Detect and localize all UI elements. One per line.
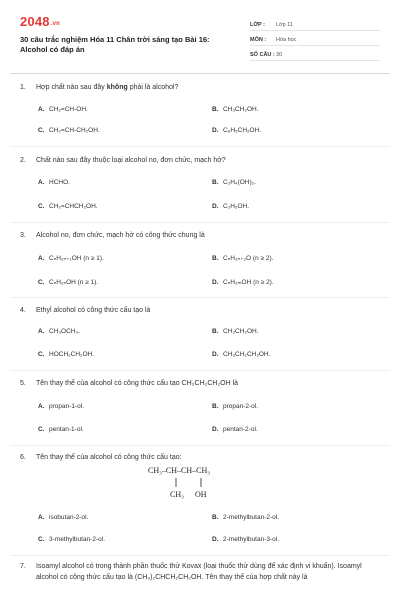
option-letter: B.: [212, 514, 219, 521]
option-text: C₂H₅OH.: [223, 203, 250, 210]
option-text: CH₂=CH-CH₂OH.: [49, 127, 100, 134]
option-letter: C.: [38, 203, 45, 210]
answer-option-a[interactable]: [38, 514, 88, 521]
option-letter: B.: [212, 328, 219, 335]
option-text: propan-2-ol.: [223, 403, 259, 410]
option-text: CH₂=CHCH₂OH.: [49, 203, 98, 210]
option-text: CH₃CH₂OH.: [223, 328, 259, 335]
option-letter: C.: [38, 279, 45, 286]
option-letter: C.: [38, 536, 45, 543]
meta-value: Lớp 11: [276, 22, 293, 28]
question-text: Chất nào sau đây thuộc loại alcohol no, đơn chức, mạch hở?: [36, 157, 226, 164]
option-text: 2-methylbutan-3-ol.: [223, 536, 279, 543]
question-text-part: phải là alcohol?: [127, 84, 179, 91]
meta-key: SỐ CÂU :: [250, 52, 275, 58]
option-letter: B.: [212, 106, 219, 113]
option-text: CₙH₂ₙ₊₂O (n ≥ 2).: [223, 255, 274, 262]
option-text: CH₃CH₂OH.: [223, 106, 259, 113]
question-number: 4.: [20, 307, 26, 314]
option-text: HCHO.: [49, 179, 70, 186]
option-letter: D.: [212, 127, 219, 134]
question-text: Ethyl alcohol có công thức cấu tạo là: [36, 307, 151, 314]
answer-option-c[interactable]: [38, 536, 105, 543]
question-text-emphasis: không: [106, 84, 128, 91]
question-number: 3.: [20, 232, 26, 239]
option-letter: A.: [38, 179, 45, 186]
option-letter: B.: [212, 255, 219, 262]
question-text: Tên thay thế của alcohol có công thức cấu tạo CH₃CH₂CH₂OH là: [36, 380, 239, 387]
option-letter: A.: [38, 403, 45, 410]
question-text: Isoamyl alcohol có trong thành phần thuốc thử Kovax (loại thuốc thử dùng để xác định vi khuẩn). Isoamyl alcohol có công thức cấu tạo là (CH₃)₂CHCH₂CH₂OH. Tên thay thế của hợp chất này là: [36, 563, 362, 581]
question-text: Tên thay thế của alcohol có công thức cấu tạo:: [36, 454, 182, 461]
meta-value: Hóa học: [276, 37, 297, 43]
document-title: 30 câu trắc nghiệm Hóa 11 Chân trời sáng tạo Bài 16: Alcohol có đáp án: [20, 35, 210, 54]
option-letter: D.: [212, 203, 219, 210]
structure-main-chain: CH₃–CH–CH–CH₃: [148, 466, 211, 475]
option-letter: B.: [212, 403, 219, 410]
meta-value: 30: [276, 52, 283, 58]
structure-branch-left: CH₃: [170, 490, 184, 499]
question-text: Alcohol no, đơn chức, mạch hở có công thức chung là: [36, 232, 205, 239]
option-text: pentan-1-ol.: [49, 426, 84, 433]
question-number: 7.: [20, 563, 26, 570]
option-text: C₆H₅CH₂OH.: [223, 127, 262, 134]
logo-suffix: .vn: [50, 21, 61, 27]
option-letter: D.: [212, 351, 219, 358]
option-text: CₙH₂ₘOH (n ≥ 2).: [223, 279, 274, 286]
meta-key: LỚP :: [250, 22, 265, 28]
option-letter: D.: [212, 536, 219, 543]
option-letter: A.: [38, 328, 45, 335]
option-text: CH₃CH₂CH₂OH.: [223, 351, 271, 358]
option-text: 3-methylbutan-2-ol.: [49, 536, 105, 543]
option-text: C₂H₄(OH)₂.: [223, 179, 256, 186]
question-number: 2.: [20, 157, 26, 164]
option-text: isobutan-2-ol.: [49, 514, 89, 521]
option-text: HOCH₂CH₂OH.: [49, 351, 95, 358]
option-letter: A.: [38, 106, 45, 113]
option-letter: A.: [38, 514, 45, 521]
structure-branch-right: OH: [195, 490, 207, 499]
option-letter: C.: [38, 127, 45, 134]
option-text: CₙH₂ₙ₊₁OH (n ≥ 1).: [49, 255, 104, 262]
meta-key: MÔN :: [250, 37, 267, 43]
option-letter: A.: [38, 255, 45, 262]
logo-text: 2048: [20, 14, 50, 29]
question-text-part: Hợp chất nào sau đây: [36, 84, 107, 91]
option-text: CₙH₂ₙOH (n ≥ 1).: [49, 279, 99, 286]
question-separator: [10, 555, 390, 556]
answer-option-b[interactable]: [212, 514, 279, 521]
option-text: CH₂=CH-OH.: [49, 106, 88, 113]
question-number: 6.: [20, 454, 26, 461]
question-number: 5.: [20, 380, 26, 387]
option-text: CH₃OCH₃.: [49, 328, 80, 335]
option-letter: C.: [38, 351, 45, 358]
option-letter: C.: [38, 426, 45, 433]
answer-option-d[interactable]: [212, 536, 279, 543]
option-text: propan-1-ol.: [49, 403, 85, 410]
option-text: 2-methylbutan-2-ol.: [223, 514, 279, 521]
option-letter: D.: [212, 279, 219, 286]
option-text: pentan-2-ol.: [223, 426, 258, 433]
option-letter: D.: [212, 426, 219, 433]
option-letter: B.: [212, 179, 219, 186]
question-number: 1.: [20, 84, 26, 91]
